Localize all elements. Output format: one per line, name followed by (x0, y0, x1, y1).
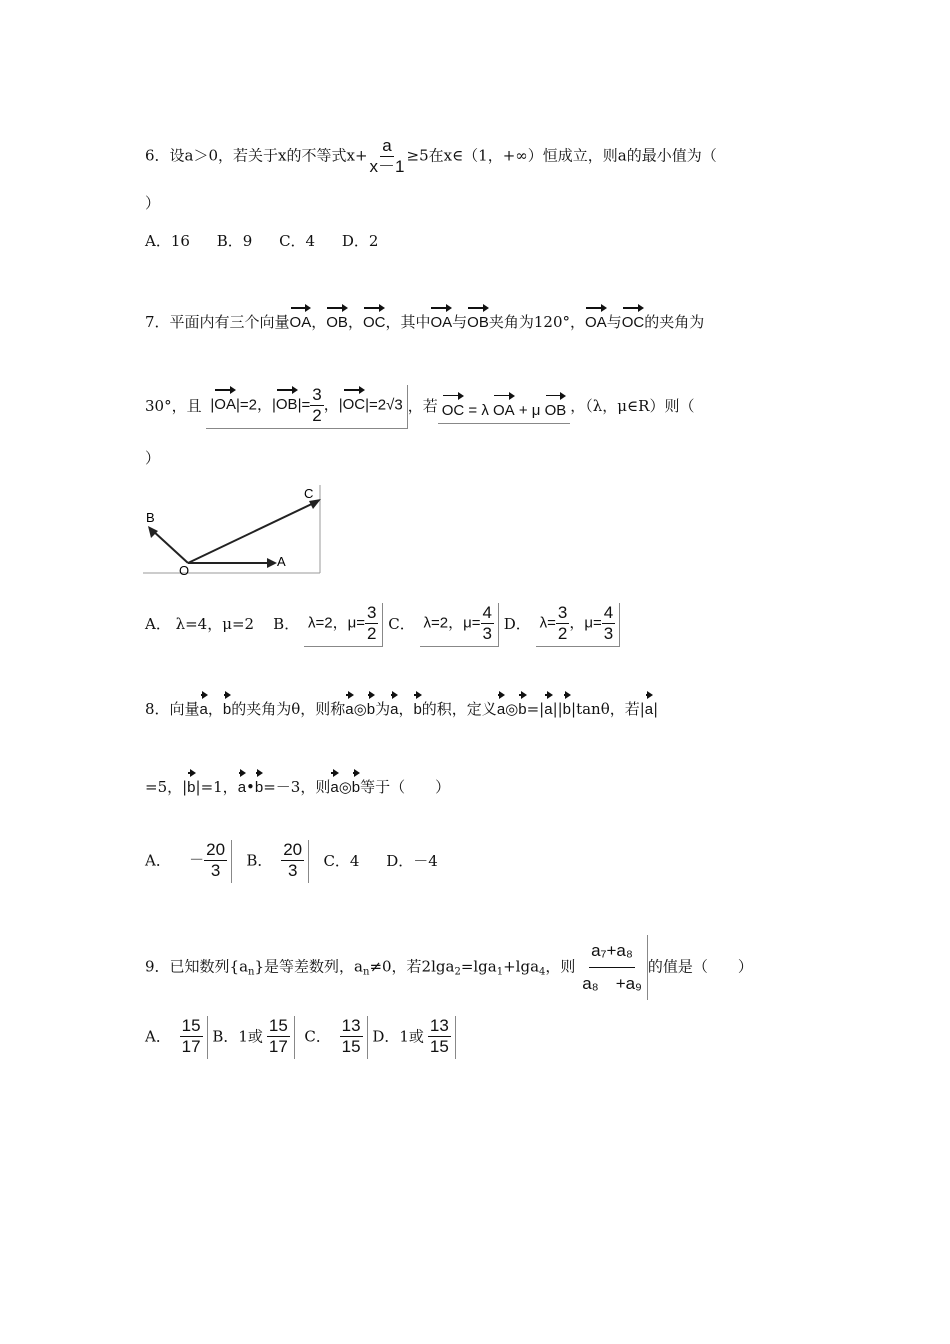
q8-option-b (277, 840, 309, 883)
vector-b: b (563, 690, 571, 720)
q9-option-a (176, 1016, 208, 1059)
frac-den: 17 (268, 1037, 288, 1056)
vector-b: b (223, 690, 231, 720)
q9-stem (145, 935, 753, 1000)
vector-a: a (330, 768, 338, 798)
vector-a: a (497, 690, 505, 720)
vector-oa: OA (214, 385, 236, 415)
vector-oa: OA (493, 391, 515, 421)
q6-options (145, 231, 400, 251)
frac-den: 3 (603, 624, 614, 643)
frac-den: a₈ +a₉ (582, 974, 642, 993)
frac-num: 15 (181, 1016, 201, 1035)
q9-text: 9．已知数列{a (145, 957, 249, 976)
q7-sep: ， (347, 313, 363, 331)
q8-option-a-label: A． (145, 851, 171, 870)
q6-option-c: C．4 (279, 232, 316, 250)
label-a: A (277, 554, 286, 569)
vector-b: b (367, 690, 375, 720)
subscript: 1 (496, 966, 504, 978)
q7-yu: 与 (606, 313, 622, 331)
option-frac (365, 603, 378, 644)
frac-den: 17 (181, 1037, 201, 1056)
q7-option-d (536, 603, 621, 647)
label-c: C (304, 486, 314, 501)
frac-num: 13 (341, 1016, 361, 1035)
vector-ob-line (152, 530, 188, 563)
q6-suffix: ≥5在x∈（1，+∞）恒成立，则a的最小值为（ (406, 146, 717, 165)
frac-num: 15 (268, 1016, 288, 1035)
q7-mid3: 的夹角为 (644, 313, 705, 331)
q8-stem-line2 (145, 768, 450, 798)
q9-option-d-label: D．1或 (372, 1027, 424, 1046)
q7-option-b-label: B． (273, 615, 300, 633)
q7-line2-prefix: 30°，且 (145, 397, 202, 415)
q6-option-a: A．16 (145, 232, 190, 250)
option-frac (428, 1016, 451, 1057)
option-text: λ=2，μ= (423, 614, 481, 632)
option-text: λ=2，μ= (307, 614, 365, 632)
q7-option-c-label: C． (388, 615, 415, 633)
q8-text: ， (207, 700, 223, 718)
q7-equation (438, 391, 571, 424)
vector-a: a (390, 690, 398, 720)
q9-option-c-label: C． (304, 1027, 331, 1046)
frac-den: 2 (367, 624, 377, 643)
q9-text: ≠0，若2lga (369, 957, 455, 976)
vector-b: b (413, 690, 421, 720)
q7-cond-oa: =2， (239, 396, 272, 414)
frac-num: 3 (557, 603, 568, 622)
q9-text: }是等差数列，a (254, 957, 363, 976)
q7-close: ） (145, 449, 161, 467)
q8-dot: • (246, 778, 255, 796)
q8-text: 为 (375, 700, 391, 718)
vector-ob: OB (326, 303, 348, 333)
option-sign: － (189, 851, 205, 869)
q7-eq-mu: + μ (518, 401, 541, 419)
option-text: λ= (539, 614, 556, 632)
vector-ob: OB (276, 385, 298, 415)
q7-stem-line2 (145, 385, 694, 429)
q7-cond-ob-frac (310, 385, 323, 426)
q9-fraction (580, 935, 648, 1000)
option-frac (281, 840, 304, 881)
q8-prefix: 8．向量 (145, 700, 200, 718)
q8-op: ◎ (505, 700, 519, 718)
vector-oc: OC (442, 391, 465, 421)
vector-oc: OC (363, 303, 386, 333)
frac-num: 3 (367, 603, 377, 622)
q8-option-d: D．－4 (386, 851, 438, 870)
q8-text: || (552, 700, 563, 718)
q7-vector-figure (143, 485, 323, 575)
q8-options (145, 840, 460, 883)
vector-b: b (518, 690, 526, 720)
q7-eq-lambda: = λ (468, 401, 489, 419)
vector-ob-arrowhead (148, 526, 158, 538)
option-frac (267, 1016, 290, 1057)
q9-options (145, 1016, 456, 1059)
label-o: O (179, 563, 190, 575)
q8-option-a (185, 840, 232, 883)
q7-stem-line1 (145, 303, 704, 333)
label-b: B (146, 510, 155, 525)
q9-text: =lga (460, 957, 497, 976)
q9-option-b (263, 1016, 295, 1059)
q9-option-c (336, 1016, 368, 1059)
frac-num: 13 (429, 1016, 449, 1035)
q8-text: 的积，定义 (421, 700, 497, 718)
frac-num: a₇+a₈ (589, 935, 635, 968)
q7-ruo: ，若 (407, 397, 438, 415)
q7-option-a: A． λ=4，μ=2 (145, 615, 255, 633)
frac-den: 15 (341, 1037, 361, 1056)
q8-text: 的夹角为θ，则称 (231, 700, 346, 718)
vector-a: a (345, 690, 353, 720)
frac-num: 20 (206, 840, 226, 859)
q8-text: ， (398, 700, 414, 718)
option-frac (481, 603, 494, 644)
q8-text: =－3，则 (263, 778, 331, 796)
q7-mid2: 夹角为120°， (488, 313, 585, 331)
q9-option-a-label: A． (145, 1027, 171, 1046)
q8-stem-line1 (145, 690, 658, 720)
q7-options (145, 603, 620, 647)
frac-num: 20 (283, 840, 303, 859)
option-frac (556, 603, 569, 644)
frac-num: 4 (603, 603, 614, 622)
q8-option-c: C．4 (323, 851, 360, 870)
q6-close: ） (145, 194, 161, 212)
subscript: 4 (539, 966, 546, 978)
q6-stem (145, 136, 717, 177)
q6-option-b: B．9 (216, 232, 253, 250)
q7-option-d-label: D． (503, 615, 531, 633)
vector-b: b (255, 768, 263, 798)
q7-option-b (304, 603, 383, 647)
q8-text: =5，| (145, 778, 188, 796)
q6-option-d: D．2 (341, 232, 379, 250)
vector-a: a (200, 690, 208, 720)
subscript: 2 (454, 966, 461, 978)
q6-frac-den: x－1 (369, 157, 405, 176)
subscript: n (362, 966, 370, 978)
q6-fraction (368, 136, 407, 177)
vector-oc: OC (343, 385, 366, 415)
option-frac (340, 1016, 363, 1057)
q8-text: |=1， (195, 778, 238, 796)
q7-tail: ，（λ，μ∈R）则（ (570, 397, 695, 415)
subscript: n (248, 966, 255, 978)
option-frac (204, 840, 227, 881)
vector-ob: OB (545, 391, 567, 421)
vector-oa: OA (585, 303, 607, 333)
q6-prefix: 6．设a＞0，若关于x的不等式x+ (145, 146, 368, 165)
option-frac (602, 603, 615, 644)
vector-oa-arrowhead (267, 558, 277, 568)
vector-oc: OC (622, 303, 645, 333)
q7-conditions-box: |OA|=2，|OB|= $\frac{3}{2}$ ，|OC|=2√3 (206, 385, 407, 429)
q9-option-b-label: B．1或 (212, 1027, 263, 1046)
frac-den: 3 (210, 861, 221, 880)
frac-den: 2 (557, 624, 568, 643)
vector-oa: OA (430, 303, 452, 333)
q9-text: +lga (503, 957, 540, 976)
vector-a: a (544, 690, 552, 720)
q8-text: |tanθ，若| (571, 700, 645, 718)
vector-a: a (238, 768, 246, 798)
option-frac (180, 1016, 203, 1057)
q7-option-c (420, 603, 499, 647)
frac-den: 2 (312, 406, 322, 425)
q7-prefix: 7．平面内有三个向量 (145, 313, 290, 331)
q8-op: ◎ (353, 700, 367, 718)
q7-cond-oc: =2√3 (369, 396, 403, 414)
frac-num: 4 (482, 603, 492, 622)
q8-text: =| (526, 700, 545, 718)
q9-tail: 的值是（ ） (647, 957, 753, 976)
vector-b: b (187, 768, 195, 798)
vector-ob: OB (467, 303, 489, 333)
q8-text: | (653, 700, 659, 718)
vector-oa: OA (290, 303, 312, 333)
frac-den: 3 (287, 861, 298, 880)
q8-option-b-label: B． (246, 851, 273, 870)
vector-b: b (352, 768, 360, 798)
q7-sep: ， (311, 313, 327, 331)
vector-a: a (645, 690, 653, 720)
frac-den: 3 (482, 624, 492, 643)
option-text: ，μ= (569, 614, 602, 632)
q7-yu: 与 (452, 313, 468, 331)
q7-mid1: ，其中 (385, 313, 431, 331)
q9-option-d (424, 1016, 456, 1059)
vector-oc-line (188, 501, 318, 563)
frac-den: 15 (429, 1037, 449, 1056)
q9-text: ，则 (545, 957, 576, 976)
q8-op: ◎ (338, 778, 352, 796)
q6-frac-num: a (382, 136, 392, 155)
q8-text: 等于（ ） (360, 778, 451, 796)
frac-num: 3 (312, 385, 322, 404)
